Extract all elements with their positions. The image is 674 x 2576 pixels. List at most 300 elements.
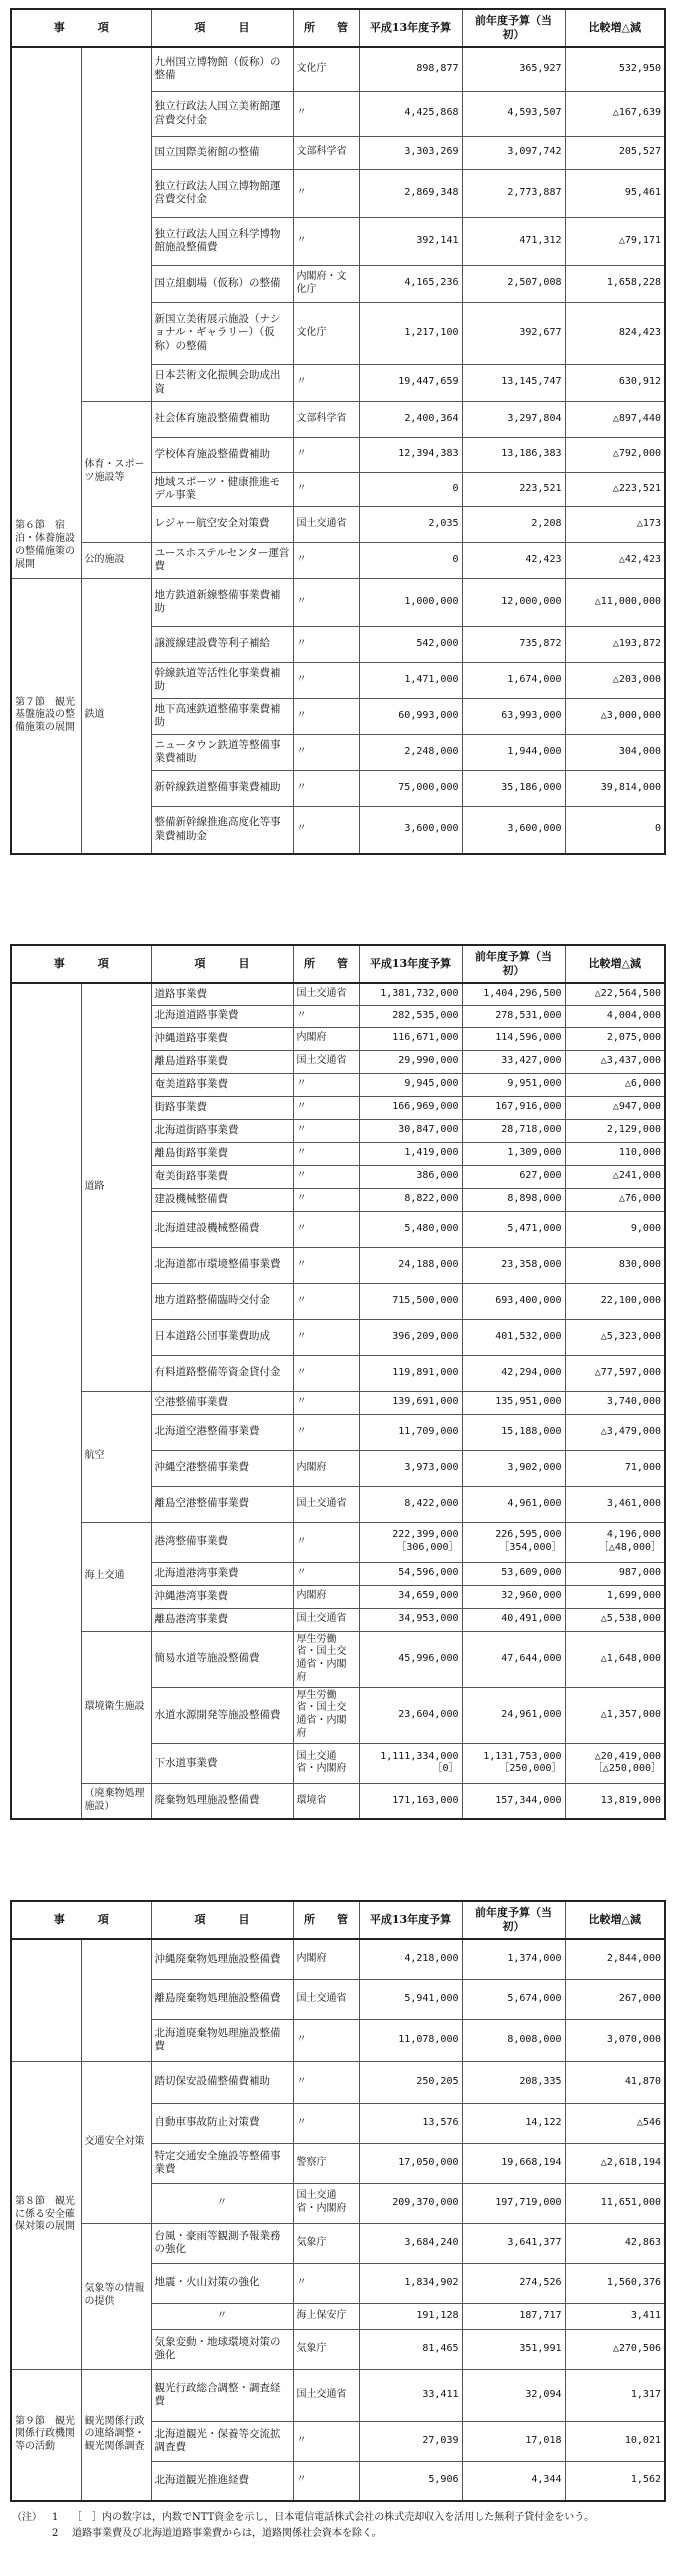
row-current: 715,500,000: [359, 1283, 462, 1319]
row-current: 250,205: [359, 2061, 462, 2103]
row-ministry: 〃: [293, 2263, 359, 2303]
row-item: 地域スポーツ・健康推進モデル事業: [151, 472, 293, 506]
row-ministry: 〃: [293, 626, 359, 662]
diff-ntt: ［△48,000］: [598, 1542, 661, 1553]
row-item: 〃: [151, 2303, 293, 2329]
row-diff: 3,411: [565, 2303, 665, 2329]
row-item: 地方道路整備臨時交付金: [151, 1283, 293, 1319]
table-row: [11, 2369, 665, 2421]
row-item: 踏切保安設備整備費補助: [151, 2061, 293, 2103]
row-item: 独立行政法人国立科学博物館施設整備費: [151, 217, 293, 265]
row-current: 1,419,000: [359, 1142, 462, 1165]
row-ministry: 〃: [293, 1283, 359, 1319]
row-ministry: 〃: [293, 1005, 359, 1027]
row-item: 北海道建設機械整備費: [151, 1211, 293, 1247]
row-ministry: 厚生労働省・国土交通省・内閣府: [293, 1687, 359, 1743]
row-diff: △173: [565, 506, 665, 542]
row-item: 北海道街路事業費: [151, 1119, 293, 1142]
row-previous: 135,951,000: [462, 1391, 565, 1414]
row-diff: △792,000: [565, 437, 665, 472]
row-previous: 3,902,000: [462, 1450, 565, 1486]
row-item: 特定交通安全施設等整備事業費: [151, 2143, 293, 2183]
budget-table-1: [10, 8, 666, 855]
table-header-row: [11, 945, 665, 983]
row-diff: 1,560,376: [565, 2263, 665, 2303]
row-previous: 2,507,008: [462, 265, 565, 302]
row-diff: [565, 1743, 665, 1783]
row-ministry: 〃: [293, 1096, 359, 1119]
row-current: 24,188,000: [359, 1247, 462, 1283]
header-section: 事 項: [11, 945, 151, 983]
header-current: 平成13年度予算: [359, 945, 462, 983]
row-ministry: 〃: [293, 662, 359, 698]
row-current: 12,394,383: [359, 437, 462, 472]
footnote-1: [12, 2510, 662, 2526]
table-row: [11, 1522, 665, 1562]
row-item: 沖縄港湾事業費: [151, 1585, 293, 1608]
row-item: 北海道港湾事業費: [151, 1562, 293, 1585]
row-ministry: 内閣府: [293, 1585, 359, 1608]
row-ministry: 〃: [293, 437, 359, 472]
row-ministry: 〃: [293, 1188, 359, 1211]
row-current: [359, 1743, 462, 1783]
row-item: 地方鉄道新線整備事業費補助: [151, 578, 293, 626]
row-current: 2,869,348: [359, 169, 462, 217]
row-current: 34,953,000: [359, 1608, 462, 1631]
row-ministry: 国土交通省・内閣府: [293, 1743, 359, 1783]
row-ministry: 内閣府: [293, 1450, 359, 1486]
row-diff: 22,100,000: [565, 1283, 665, 1319]
table-row: [11, 401, 665, 437]
footnote-text: 道路事業費及び北海道道路事業費からは，道路関係社会資本を除く。: [72, 2527, 382, 2539]
row-ministry: 国土交通省: [293, 506, 359, 542]
row-current: 3,303,269: [359, 136, 462, 169]
row-ministry: 〃: [293, 91, 359, 136]
row-item: 港湾整備事業費: [151, 1522, 293, 1562]
row-current: 0: [359, 542, 462, 578]
row-diff: 830,000: [565, 1247, 665, 1283]
row-diff: 532,950: [565, 47, 665, 91]
row-diff: 13,819,000: [565, 1783, 665, 1819]
row-current: 45,996,000: [359, 1631, 462, 1687]
row-ministry: 内閣府: [293, 1939, 359, 1979]
current-ntt: ［0］: [432, 1763, 459, 1775]
row-diff: 987,000: [565, 1562, 665, 1585]
row-diff: 2,129,000: [565, 1119, 665, 1142]
row-diff: 42,863: [565, 2223, 665, 2263]
row-ministry: 〃: [293, 217, 359, 265]
row-ministry: 〃: [293, 1119, 359, 1142]
diff-ntt: ［△250,000］: [592, 1763, 661, 1775]
row-ministry: 文部科学省: [293, 136, 359, 169]
row-current: 392,141: [359, 217, 462, 265]
row-item: 離島街路事業費: [151, 1142, 293, 1165]
previous-ntt: ［354,000］: [499, 1542, 562, 1553]
row-current: 60,993,000: [359, 698, 462, 734]
row-previous: 42,294,000: [462, 1355, 565, 1391]
row-item: 地震・火山対策の強化: [151, 2263, 293, 2303]
row-diff: 95,461: [565, 169, 665, 217]
section-label: 第７節 観光基盤施設の整備施策の展開: [11, 578, 81, 854]
budget-table-3: [10, 1900, 666, 2502]
row-diff: △3,000,000: [565, 698, 665, 734]
row-previous: 735,872: [462, 626, 565, 662]
row-ministry: 国土交通省: [293, 1979, 359, 2019]
row-item: 街路事業費: [151, 1096, 293, 1119]
row-previous: 4,593,507: [462, 91, 565, 136]
row-ministry: 環境省: [293, 1783, 359, 1819]
row-current: 19,447,659: [359, 364, 462, 401]
header-current: 平成13年度予算: [359, 1901, 462, 1939]
row-diff: △79,171: [565, 217, 665, 265]
sub-section-empty: [81, 1939, 151, 2061]
row-current: 4,165,236: [359, 265, 462, 302]
row-ministry: 気象庁: [293, 2329, 359, 2369]
row-item: 沖縄廃棄物処理施設整備費: [151, 1939, 293, 1979]
header-ministry: 所 管: [293, 945, 359, 983]
row-ministry: 〃: [293, 169, 359, 217]
row-previous: 4,344: [462, 2461, 565, 2501]
row-previous: 223,521: [462, 472, 565, 506]
row-item: 沖縄道路事業費: [151, 1027, 293, 1050]
row-previous: 5,471,000: [462, 1211, 565, 1247]
row-previous: 28,718,000: [462, 1119, 565, 1142]
row-diff: 630,912: [565, 364, 665, 401]
row-current: 898,877: [359, 47, 462, 91]
row-previous: 19,668,194: [462, 2143, 565, 2183]
row-previous: 13,186,383: [462, 437, 565, 472]
row-ministry: 内閣府・文化庁: [293, 265, 359, 302]
row-ministry: 〃: [293, 1391, 359, 1414]
row-current: 1,381,732,000: [359, 983, 462, 1005]
row-diff: 41,870: [565, 2061, 665, 2103]
sub-section-label: 体育・スポーツ施設等: [81, 401, 151, 542]
sub-section-label: 道路: [81, 983, 151, 1391]
diff-main: 4,196,000: [606, 1529, 661, 1541]
row-current: 54,596,000: [359, 1562, 462, 1585]
table-row: [11, 542, 665, 578]
row-current: 23,604,000: [359, 1687, 462, 1743]
row-current: 4,425,868: [359, 91, 462, 136]
row-ministry: 〃: [293, 578, 359, 626]
row-diff: 1,658,228: [565, 265, 665, 302]
row-item: 社会体育施設整備費補助: [151, 401, 293, 437]
row-previous: 13,145,747: [462, 364, 565, 401]
row-current: 5,941,000: [359, 1979, 462, 2019]
row-item: 北海道空港整備事業費: [151, 1414, 293, 1450]
row-diff: 71,000: [565, 1450, 665, 1486]
row-diff: 267,000: [565, 1979, 665, 2019]
row-item: 沖縄空港整備事業費: [151, 1450, 293, 1486]
row-current: 3,973,000: [359, 1450, 462, 1486]
row-diff: 110,000: [565, 1142, 665, 1165]
table-row: [11, 983, 665, 1005]
row-previous: 401,532,000: [462, 1319, 565, 1355]
row-diff: △76,000: [565, 1188, 665, 1211]
row-item: 観光行政総合調整・調査経費: [151, 2369, 293, 2421]
row-ministry: 国土交通省: [293, 2369, 359, 2421]
row-diff: 3,740,000: [565, 1391, 665, 1414]
row-item: 地下高速鉄道整備事業費補助: [151, 698, 293, 734]
table-row: [11, 1631, 665, 1687]
row-item: 新国立美術展示施設（ナショナル・ギャラリー）（仮称）の整備: [151, 302, 293, 364]
header-current: 平成13年度予算: [359, 9, 462, 47]
row-previous: 208,335: [462, 2061, 565, 2103]
row-diff: △77,597,000: [565, 1355, 665, 1391]
row-previous: 114,596,000: [462, 1027, 565, 1050]
row-diff: 1,699,000: [565, 1585, 665, 1608]
row-current: 1,471,000: [359, 662, 462, 698]
row-diff: △167,639: [565, 91, 665, 136]
row-item: 〃: [151, 2183, 293, 2223]
row-diff: 10,021: [565, 2421, 665, 2461]
row-item: 北海道廃棄物処理施設整備費: [151, 2019, 293, 2061]
row-current: 171,163,000: [359, 1783, 462, 1819]
row-diff: 1,317: [565, 2369, 665, 2421]
table-row: [11, 2223, 665, 2263]
row-item: 奄美街路事業費: [151, 1165, 293, 1188]
row-current: 116,671,000: [359, 1027, 462, 1050]
current-main: 1,111,334,000: [380, 1750, 459, 1762]
row-diff: 2,844,000: [565, 1939, 665, 1979]
row-previous: 12,000,000: [462, 578, 565, 626]
section-label: 第９節 観光関係行政機関等の活動: [11, 2369, 81, 2501]
row-item: 気象変動・地球環境対策の強化: [151, 2329, 293, 2369]
row-previous: 1,674,000: [462, 662, 565, 698]
row-item: レジャー航空安全対策費: [151, 506, 293, 542]
row-diff: 4,004,000: [565, 1005, 665, 1027]
row-current: 542,000: [359, 626, 462, 662]
row-previous: 274,526: [462, 2263, 565, 2303]
row-previous: 24,961,000: [462, 1687, 565, 1743]
row-ministry: 〃: [293, 770, 359, 806]
row-ministry: 〃: [293, 1073, 359, 1096]
row-previous: 3,097,742: [462, 136, 565, 169]
row-item: 水道水源開発等施設整備費: [151, 1687, 293, 1743]
row-item: 北海道観光・保養等交流拡調査費: [151, 2421, 293, 2461]
row-ministry: 〃: [293, 1562, 359, 1585]
row-item: 離島空港整備事業費: [151, 1486, 293, 1522]
row-ministry: 〃: [293, 1522, 359, 1562]
row-item: 整備新幹線推進高度化等事業費補助金: [151, 806, 293, 854]
row-current: 1,000,000: [359, 578, 462, 626]
header-item: 項 目: [151, 1901, 293, 1939]
row-previous: 23,358,000: [462, 1247, 565, 1283]
header-diff: 比較増△減: [565, 945, 665, 983]
table-header-row: [11, 1901, 665, 1939]
previous-main: 1,131,753,000: [483, 1750, 562, 1762]
footnote-label: （注）: [12, 2512, 42, 2523]
header-previous: 前年度予算（当 初）: [462, 9, 565, 47]
header-section: 事 項: [11, 1901, 151, 1939]
row-previous: 5,674,000: [462, 1979, 565, 2019]
row-ministry: 厚生労働省・国土交通省・内閣府: [293, 1631, 359, 1687]
header-diff: 比較増△減: [565, 1901, 665, 1939]
row-previous: 35,186,000: [462, 770, 565, 806]
row-ministry: 〃: [293, 2103, 359, 2143]
row-ministry: 〃: [293, 1165, 359, 1188]
row-previous: 15,188,000: [462, 1414, 565, 1450]
row-diff: 2,075,000: [565, 1027, 665, 1050]
row-current: 8,422,000: [359, 1486, 462, 1522]
row-current: 8,822,000: [359, 1188, 462, 1211]
row-ministry: 気象庁: [293, 2223, 359, 2263]
row-item: 奄美道路事業費: [151, 1073, 293, 1096]
row-current: 119,891,000: [359, 1355, 462, 1391]
row-ministry: 〃: [293, 1247, 359, 1283]
row-current: 9,945,000: [359, 1073, 462, 1096]
row-ministry: 〃: [293, 1211, 359, 1247]
row-item: 北海道観光推進経費: [151, 2461, 293, 2501]
row-ministry: 〃: [293, 364, 359, 401]
row-diff: 205,527: [565, 136, 665, 169]
row-previous: 3,641,377: [462, 2223, 565, 2263]
header-ministry: 所 管: [293, 9, 359, 47]
row-previous: 365,927: [462, 47, 565, 91]
header-item: 項 目: [151, 9, 293, 47]
footnote-number: 2: [52, 2527, 59, 2539]
row-previous: 4,961,000: [462, 1486, 565, 1522]
row-diff: △1,648,000: [565, 1631, 665, 1687]
row-previous: 2,208: [462, 506, 565, 542]
section-label: 第８節 観光に係る安全確保対策の展開: [11, 2061, 81, 2369]
row-item: 建設機械整備費: [151, 1188, 293, 1211]
sub-section-label: 観光関係行政の連絡調整・観光関係調査: [81, 2369, 151, 2501]
row-diff: △270,506: [565, 2329, 665, 2369]
row-diff: △546: [565, 2103, 665, 2143]
table-row: [11, 1391, 665, 1414]
row-ministry: 国土交通省: [293, 983, 359, 1005]
sub-section-label: 公的施設: [81, 542, 151, 578]
row-item: 離島港湾事業費: [151, 1608, 293, 1631]
sub-section-label: 鉄道: [81, 578, 151, 854]
row-ministry: 〃: [293, 734, 359, 770]
row-current: 81,465: [359, 2329, 462, 2369]
row-current: 75,000,000: [359, 770, 462, 806]
sub-section-label: 海上交通: [81, 1522, 151, 1631]
row-ministry: 海上保安庁: [293, 2303, 359, 2329]
header-previous: 前年度予算（当 初）: [462, 945, 565, 983]
row-current: 29,990,000: [359, 1050, 462, 1073]
row-item: 日本道路公団事業費助成: [151, 1319, 293, 1355]
row-previous: 627,000: [462, 1165, 565, 1188]
row-previous: [462, 1522, 565, 1562]
row-diff: 824,423: [565, 302, 665, 364]
row-item: 国立国際美術館の整備: [151, 136, 293, 169]
row-previous: 471,312: [462, 217, 565, 265]
row-previous: 167,916,000: [462, 1096, 565, 1119]
sub-section-empty: [81, 47, 151, 401]
row-item: 道路事業費: [151, 983, 293, 1005]
row-diff: 3,461,000: [565, 1486, 665, 1522]
row-ministry: 〃: [293, 806, 359, 854]
row-current: 5,906: [359, 2461, 462, 2501]
diff-main: △20,419,000: [594, 1750, 661, 1762]
row-previous: 1,944,000: [462, 734, 565, 770]
sub-section-label: （廃棄物処理施設）: [81, 1783, 151, 1819]
footnote-label-spacer: [12, 2526, 52, 2542]
row-previous: 9,951,000: [462, 1073, 565, 1096]
row-ministry: 文化庁: [293, 47, 359, 91]
row-item: 空港整備事業費: [151, 1391, 293, 1414]
row-previous: 1,404,296,500: [462, 983, 565, 1005]
row-diff: △2,618,194: [565, 2143, 665, 2183]
row-previous: 40,491,000: [462, 1608, 565, 1631]
row-ministry: 〃: [293, 2421, 359, 2461]
row-ministry: 国土交通省: [293, 1050, 359, 1073]
footnote-2: [12, 2526, 662, 2542]
row-diff: △947,000: [565, 1096, 665, 1119]
row-item: 北海道都市環境整備事業費: [151, 1247, 293, 1283]
header-ministry: 所 管: [293, 1901, 359, 1939]
row-current: [359, 1522, 462, 1562]
row-diff: △22,564,500: [565, 983, 665, 1005]
current-main: 222,399,000: [392, 1529, 459, 1541]
row-previous: 197,719,000: [462, 2183, 565, 2223]
table-row: [11, 1783, 665, 1819]
row-previous: 1,309,000: [462, 1142, 565, 1165]
budget-table-2: [10, 944, 666, 1820]
row-item: 自動車事故防止対策費: [151, 2103, 293, 2143]
sub-section-label: 航空: [81, 1391, 151, 1522]
row-ministry: 内閣府: [293, 1027, 359, 1050]
row-item: 離島道路事業費: [151, 1050, 293, 1073]
row-previous: 3,600,000: [462, 806, 565, 854]
row-current: 11,078,000: [359, 2019, 462, 2061]
row-diff: △3,437,000: [565, 1050, 665, 1073]
row-item: ニュータウン鉄道等整備事業費補助: [151, 734, 293, 770]
row-diff: △42,423: [565, 542, 665, 578]
section-label: 第６節 宿泊・体養施設の整備施策の展開: [11, 47, 81, 578]
row-current: 1,834,902: [359, 2263, 462, 2303]
row-diff: △1,357,000: [565, 1687, 665, 1743]
row-previous: 693,400,000: [462, 1283, 565, 1319]
row-diff: 3,070,000: [565, 2019, 665, 2061]
row-ministry: 警察庁: [293, 2143, 359, 2183]
table-header-row: [11, 9, 665, 47]
row-diff: △241,000: [565, 1165, 665, 1188]
section-empty: [11, 1939, 81, 2061]
row-previous: 3,297,804: [462, 401, 565, 437]
table-row: [11, 578, 665, 626]
row-item: 廃棄物処理施設整備費: [151, 1783, 293, 1819]
row-item: 九州国立博物館（仮称）の整備: [151, 47, 293, 91]
row-current: 17,050,000: [359, 2143, 462, 2183]
row-current: 27,039: [359, 2421, 462, 2461]
row-diff: △6,000: [565, 1073, 665, 1096]
row-diff: △5,538,000: [565, 1608, 665, 1631]
row-item: 北海道道路事業費: [151, 1005, 293, 1027]
row-previous: 53,609,000: [462, 1562, 565, 1585]
row-item: 離島廃棄物処理施設整備費: [151, 1979, 293, 2019]
row-ministry: 〃: [293, 2061, 359, 2103]
row-previous: 278,531,000: [462, 1005, 565, 1027]
row-current: 2,035: [359, 506, 462, 542]
row-current: 33,411: [359, 2369, 462, 2421]
previous-ntt: ［250,000］: [499, 1763, 562, 1775]
row-current: 139,691,000: [359, 1391, 462, 1414]
row-diff: △5,323,000: [565, 1319, 665, 1355]
row-previous: 47,644,000: [462, 1631, 565, 1687]
row-item: 独立行政法人国立美術館運営費交付金: [151, 91, 293, 136]
row-previous: 2,773,887: [462, 169, 565, 217]
row-ministry: 〃: [293, 698, 359, 734]
row-current: 3,684,240: [359, 2223, 462, 2263]
row-previous: 1,374,000: [462, 1939, 565, 1979]
row-current: 3,600,000: [359, 806, 462, 854]
row-item: 下水道事業費: [151, 1743, 293, 1783]
row-diff: 0: [565, 806, 665, 854]
